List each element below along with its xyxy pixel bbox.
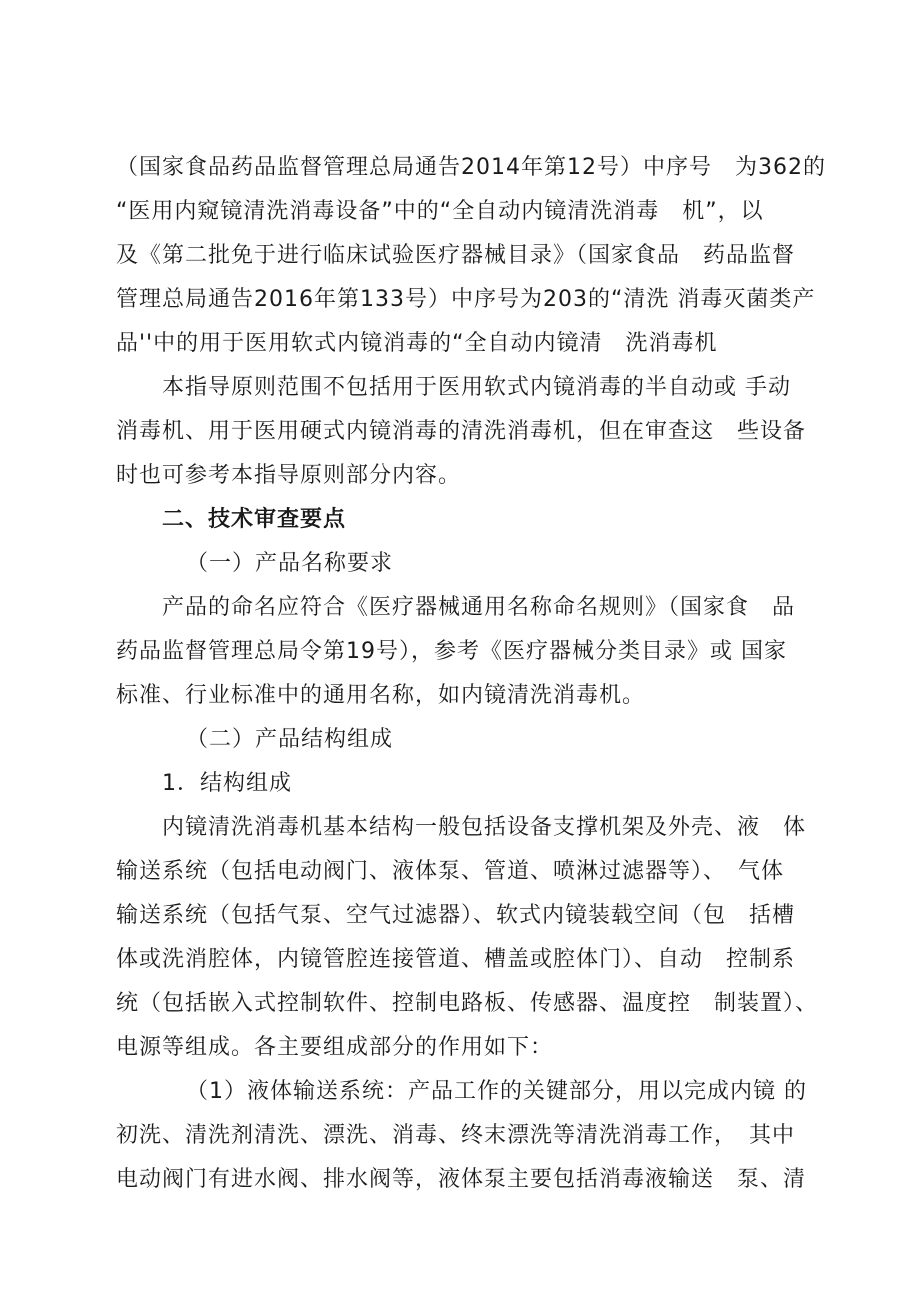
paragraph-line: 及《第二批免于进行临床试验医疗器械目录》（国家食品 药品监督: [116, 243, 796, 268]
paragraph-line: 药品监督管理总局令第19号），参考《医疗器械分类目录》或 国家: [116, 639, 787, 664]
paragraph-line: “医用内窥镜清洗消毒设备”中的“全自动内镜清洗消毒 机”，以: [116, 199, 764, 224]
paragraph-line: 输送系统（包括气泵、空气过滤器）、软式内镜装载空间（包 括槽: [116, 903, 796, 928]
subsection-heading: （二）产品结构组成: [186, 727, 394, 752]
paragraph-line: 电动阀门有进水阀、排水阀等，液体泵主要包括消毒液输送 泵、清: [116, 1167, 807, 1192]
paragraph-line: 本指导原则范围不包括用于医用软式内镜消毒的半自动或 手动: [162, 375, 791, 400]
paragraph-line: 统（包括嵌入式控制软件、控制电路板、传感器、温度控 制装置）、: [116, 991, 819, 1016]
paragraph-line: 标准、行业标准中的通用名称，如内镜清洗消毒机。: [116, 683, 646, 708]
numbered-heading: 1．结构组成: [162, 771, 292, 796]
paragraph-line: 消毒机、用于医用硬式内镜消毒的清洗消毒机，但在审查这 些设备: [116, 419, 807, 444]
paragraph-line: 品''中的用于医用软式内镜消毒的“全自动内镜清 洗消毒机: [116, 331, 718, 356]
paragraph-line: 电源等组成。各主要组成部分的作用如下：: [116, 1035, 554, 1060]
paragraph-line: 输送系统（包括电动阀门、液体泵、管道、喷淋过滤器等）、 气体: [116, 859, 785, 884]
paragraph-line: （国家食品药品监督管理总局通告2014年第12号）中序号 为362的: [116, 155, 826, 180]
paragraph-line: 产品的命名应符合《医疗器械通用名称命名规则》（国家食 品: [162, 595, 796, 620]
paragraph-line: 内镜清洗消毒机基本结构一般包括设备支撑机架及外壳、液 体: [162, 815, 807, 840]
paragraph-line: 初洗、清洗剂清洗、漂洗、消毒、终末漂洗等清洗消毒工作， 其中: [116, 1123, 796, 1148]
paragraph-line: 时也可参考本指导原则部分内容。: [116, 463, 462, 488]
paragraph-line: 体或洗消腔体，内镜管腔连接管道、槽盖或腔体门）、自动 控制系: [116, 947, 796, 972]
paragraph-line: 管理总局通告2016年第133号）中序号为203的“清洗 消毒灭菌类产: [116, 287, 816, 312]
subsection-heading: （一）产品名称要求: [186, 551, 394, 576]
section-heading: 二、技术审查要点: [162, 507, 347, 532]
list-item-line: （1）液体输送系统：产品工作的关键部分，用以完成内镜 的: [186, 1079, 807, 1104]
